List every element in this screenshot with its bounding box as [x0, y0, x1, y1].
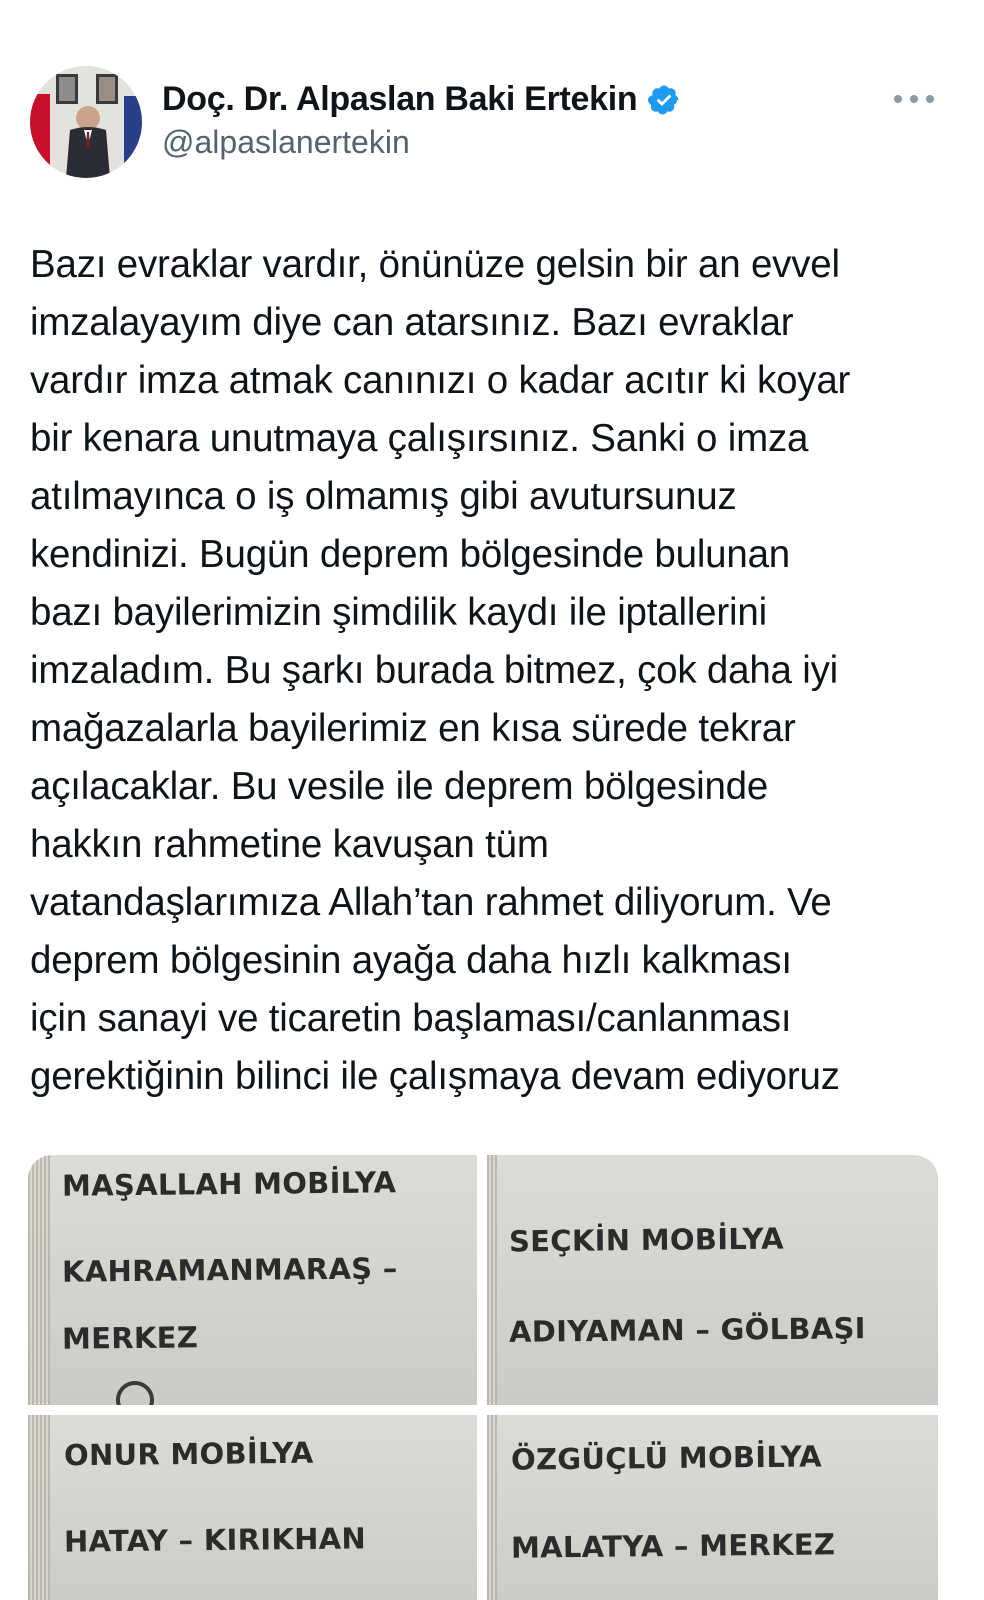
media-1-line-3: MERKEZ [61, 1320, 199, 1356]
media-2-line-2: ADIYAMAN – GÖLBAŞI [508, 1311, 866, 1349]
more-options-icon[interactable] [884, 84, 944, 114]
media-image-1[interactable] [28, 1155, 477, 1405]
media-image-2[interactable] [487, 1155, 938, 1405]
paper-edge [487, 1415, 497, 1600]
media-grid[interactable] [28, 1155, 938, 1600]
verified-badge-icon [647, 83, 681, 117]
media-image-4[interactable] [487, 1415, 938, 1600]
media-3-title: ONUR MOBİLYA [63, 1435, 314, 1473]
paper-edge [28, 1155, 50, 1405]
paper-edge [28, 1415, 50, 1600]
author-handle[interactable]: @alpaslanertekin [162, 124, 410, 160]
media-4-title: ÖZGÜÇLÜ MOBİLYA [510, 1439, 823, 1477]
media-image-3[interactable] [28, 1415, 477, 1600]
author-display-name[interactable]: Doç. Dr. Alpaslan Baki Ertekin [162, 80, 638, 118]
author-name-row [162, 80, 681, 119]
media-2-title: SEÇKİN MOBİLYA [508, 1221, 785, 1259]
media-3-line-2: HATAY – KIRIKHAN [63, 1521, 367, 1559]
profile-photo-icon [30, 66, 142, 178]
avatar[interactable] [30, 66, 142, 178]
tweet-text: Bazı evraklar vardır, önünüze gelsin bir an evvel imzalayayım diye can atarsınız. Bazı evraklar vardır imza atmak canınızı o kadar acıtır ki koyar bir kenara unutmaya çalışırsınız. Sanki o imza atılmayınca o iş olmamış gibi avutursunuz kendinizi. Bugün deprem bölgesinde bulunan bazı bayilerimizin şimdilik kaydı ile iptallerini imzaladım. Bu şarkı burada bitmez, çok daha iyi mağazalarla bayilerimiz en kısa sürede tekrar açılacaklar. Bu vesile ile deprem bölgesinde hakkın rahmetine kavuşan tüm vatandaşlarımıza Allah’tan rahmet diliyorum. Ve deprem bölgesinin ayağa daha hızlı kalkması için sanayi ve ticaretin başlaması/canlanması gerektiğinin bilinci ile çalışmaya devam ediyoruz [30, 243, 851, 1098]
media-4-line-2: MALATYA – MERKEZ [510, 1527, 836, 1565]
paper-edge [487, 1155, 497, 1405]
media-1-line-2: KAHRAMANMARAŞ – [61, 1251, 398, 1289]
media-1-title: MAŞALLAH MOBİLYA [61, 1165, 397, 1203]
binder-ring-icon [116, 1381, 154, 1405]
